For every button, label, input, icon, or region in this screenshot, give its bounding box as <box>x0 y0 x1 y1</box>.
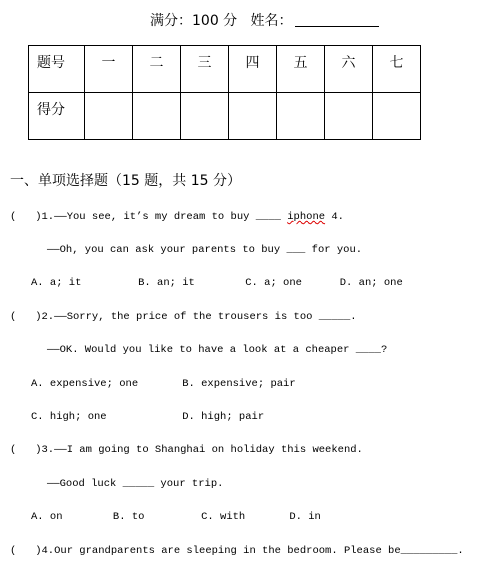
column-header: 五 <box>277 46 325 93</box>
question-4-stem: ( )4.Our grandparents are sleeping in the bedroom. Please be_________. <box>10 545 464 557</box>
score-cell[interactable] <box>133 93 181 140</box>
full-score-label: 满分：100 分 <box>150 13 238 29</box>
question-1-stem-word: iphone <box>287 211 326 223</box>
column-header: 一 <box>85 46 133 93</box>
name-blank-line[interactable] <box>295 12 379 27</box>
question-2-reply: ——OK. Would you like to have a look at a cheaper ____? <box>47 344 388 356</box>
column-header: 六 <box>325 46 373 93</box>
question-1-stem-prefix: ( )1.——You see, it’s my dream to buy ____ <box>10 211 288 223</box>
column-header: 四 <box>229 46 277 93</box>
column-header: 二 <box>133 46 181 93</box>
question-3-stem: ( )3.——I am going to Shanghai on holiday this weekend. <box>10 444 363 456</box>
question-1-stem <box>10 211 344 223</box>
score-table-header-row <box>29 46 421 93</box>
question-2-options-row-1: A. expensive; one B. expensive; pair <box>31 378 296 390</box>
score-label: 得分 <box>29 93 85 140</box>
question-number-label: 题号 <box>29 46 85 93</box>
score-table <box>28 45 421 140</box>
question-2-stem: ( )2.——Sorry, the price of the trousers is too _____. <box>10 311 357 323</box>
question-1-stem-suffix: 4. <box>325 211 344 223</box>
column-header: 三 <box>181 46 229 93</box>
question-3-reply: ——Good luck _____ your trip. <box>47 478 224 490</box>
score-cell[interactable] <box>325 93 373 140</box>
score-cell[interactable] <box>277 93 325 140</box>
column-header: 七 <box>373 46 421 93</box>
section-title: 一、单项选择题（15 题，共 15 分） <box>10 173 241 189</box>
question-3-options: A. on B. to C. with D. in <box>31 511 321 523</box>
score-cell[interactable] <box>181 93 229 140</box>
exam-header <box>150 10 379 30</box>
score-cell[interactable] <box>85 93 133 140</box>
question-1-reply: ——Oh, you can ask your parents to buy ___ for you. <box>47 244 363 256</box>
name-label: 姓名： <box>250 13 293 29</box>
score-cell[interactable] <box>229 93 277 140</box>
score-table-score-row <box>29 93 421 140</box>
question-1-options: A. a; it B. an; it C. a; one D. an; one <box>31 277 403 289</box>
score-cell[interactable] <box>373 93 421 140</box>
question-2-options-row-2: C. high; one D. high; pair <box>31 411 265 423</box>
